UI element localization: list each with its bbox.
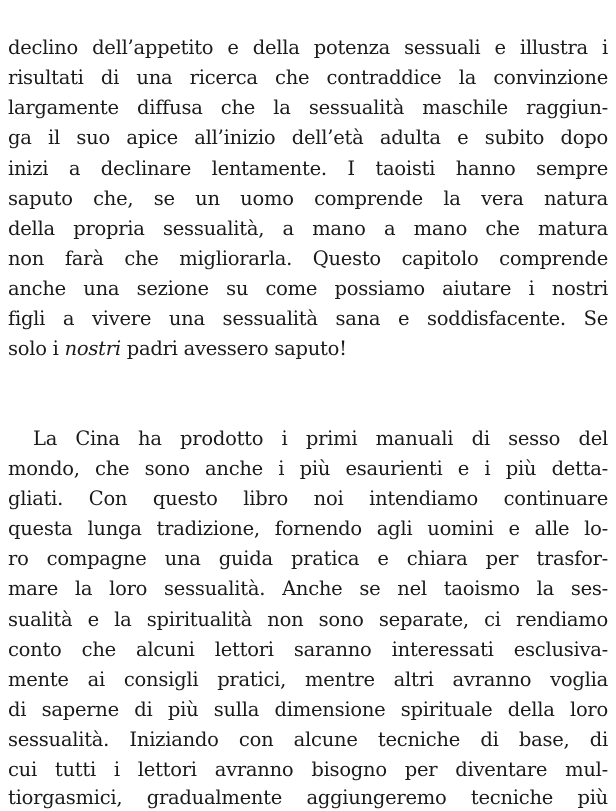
paragraph-2-line: questa lunga tradizione, fornendo agli uomini e alle lo- <box>8 517 608 540</box>
paragraph-2-line: tiorgasmici, gradualmente aggiungeremo tecniche più <box>8 786 608 809</box>
paragraph-2-line: La Cina ha prodotto i primi manuali di sesso del <box>33 427 608 450</box>
paragraph-2-line: gliati. Con questo libro noi intendiamo continuare <box>8 487 608 510</box>
emphasis-word: nostri <box>64 337 121 360</box>
paragraph-2-line: mare la loro sessualità. Anche se nel taoismo la ses- <box>8 577 608 600</box>
paragraph-2-line: sessualità. Iniziando con alcune tecniche di base, di <box>8 728 608 751</box>
book-page <box>8 0 608 811</box>
paragraph-1-line: saputo che, se un uomo comprende la vera natura <box>8 187 608 210</box>
paragraph-1-line: declino dell’appetito e della potenza sessuali e illustra i <box>8 36 608 59</box>
paragraph-1-line: inizi a declinare lentamente. I taoisti hanno sempre <box>8 157 608 180</box>
paragraph-1-line: non farà che migliorarla. Questo capitolo comprende <box>8 247 608 270</box>
last-line-after: padri avessero saputo! <box>120 337 347 360</box>
paragraph-2-line: sualità e la spiritualità non sono separate, ci rendiamo <box>8 608 608 631</box>
paragraph-2-line: cui tutti i lettori avranno bisogno per diventare mul- <box>8 758 608 781</box>
paragraph-1-last-line <box>8 334 608 364</box>
paragraph-1-line: largamente diffusa che la sessualità maschile raggiun- <box>8 96 608 119</box>
paragraph-1-line: risultati di una ricerca che contraddice la convinzione <box>8 66 608 89</box>
paragraph-1-line: anche una sezione su come possiamo aiutare i nostri <box>8 277 608 300</box>
paragraph-2-line: conto che alcuni lettori saranno interessati esclusiva- <box>8 638 608 661</box>
paragraph-2-line: di saperne di più sulla dimensione spirituale della loro <box>8 698 608 721</box>
paragraph-1-line: ga il suo apice all’inizio dell’età adulta e subito dopo <box>8 126 608 149</box>
paragraph-2-line: ro compagne una guida pratica e chiara per trasfor- <box>8 547 608 570</box>
paragraph-1-line: figli a vivere una sessualità sana e soddisfacente. Se <box>8 307 608 330</box>
last-line-before: solo i <box>8 337 65 360</box>
paragraph-2-line: mente ai consigli pratici, mentre altri avranno voglia <box>8 668 608 691</box>
paragraph-1-line: della propria sessualità, a mano a mano che matura <box>8 217 608 240</box>
paragraph-2-line: mondo, che sono anche i più esaurienti e i più detta- <box>8 457 608 480</box>
